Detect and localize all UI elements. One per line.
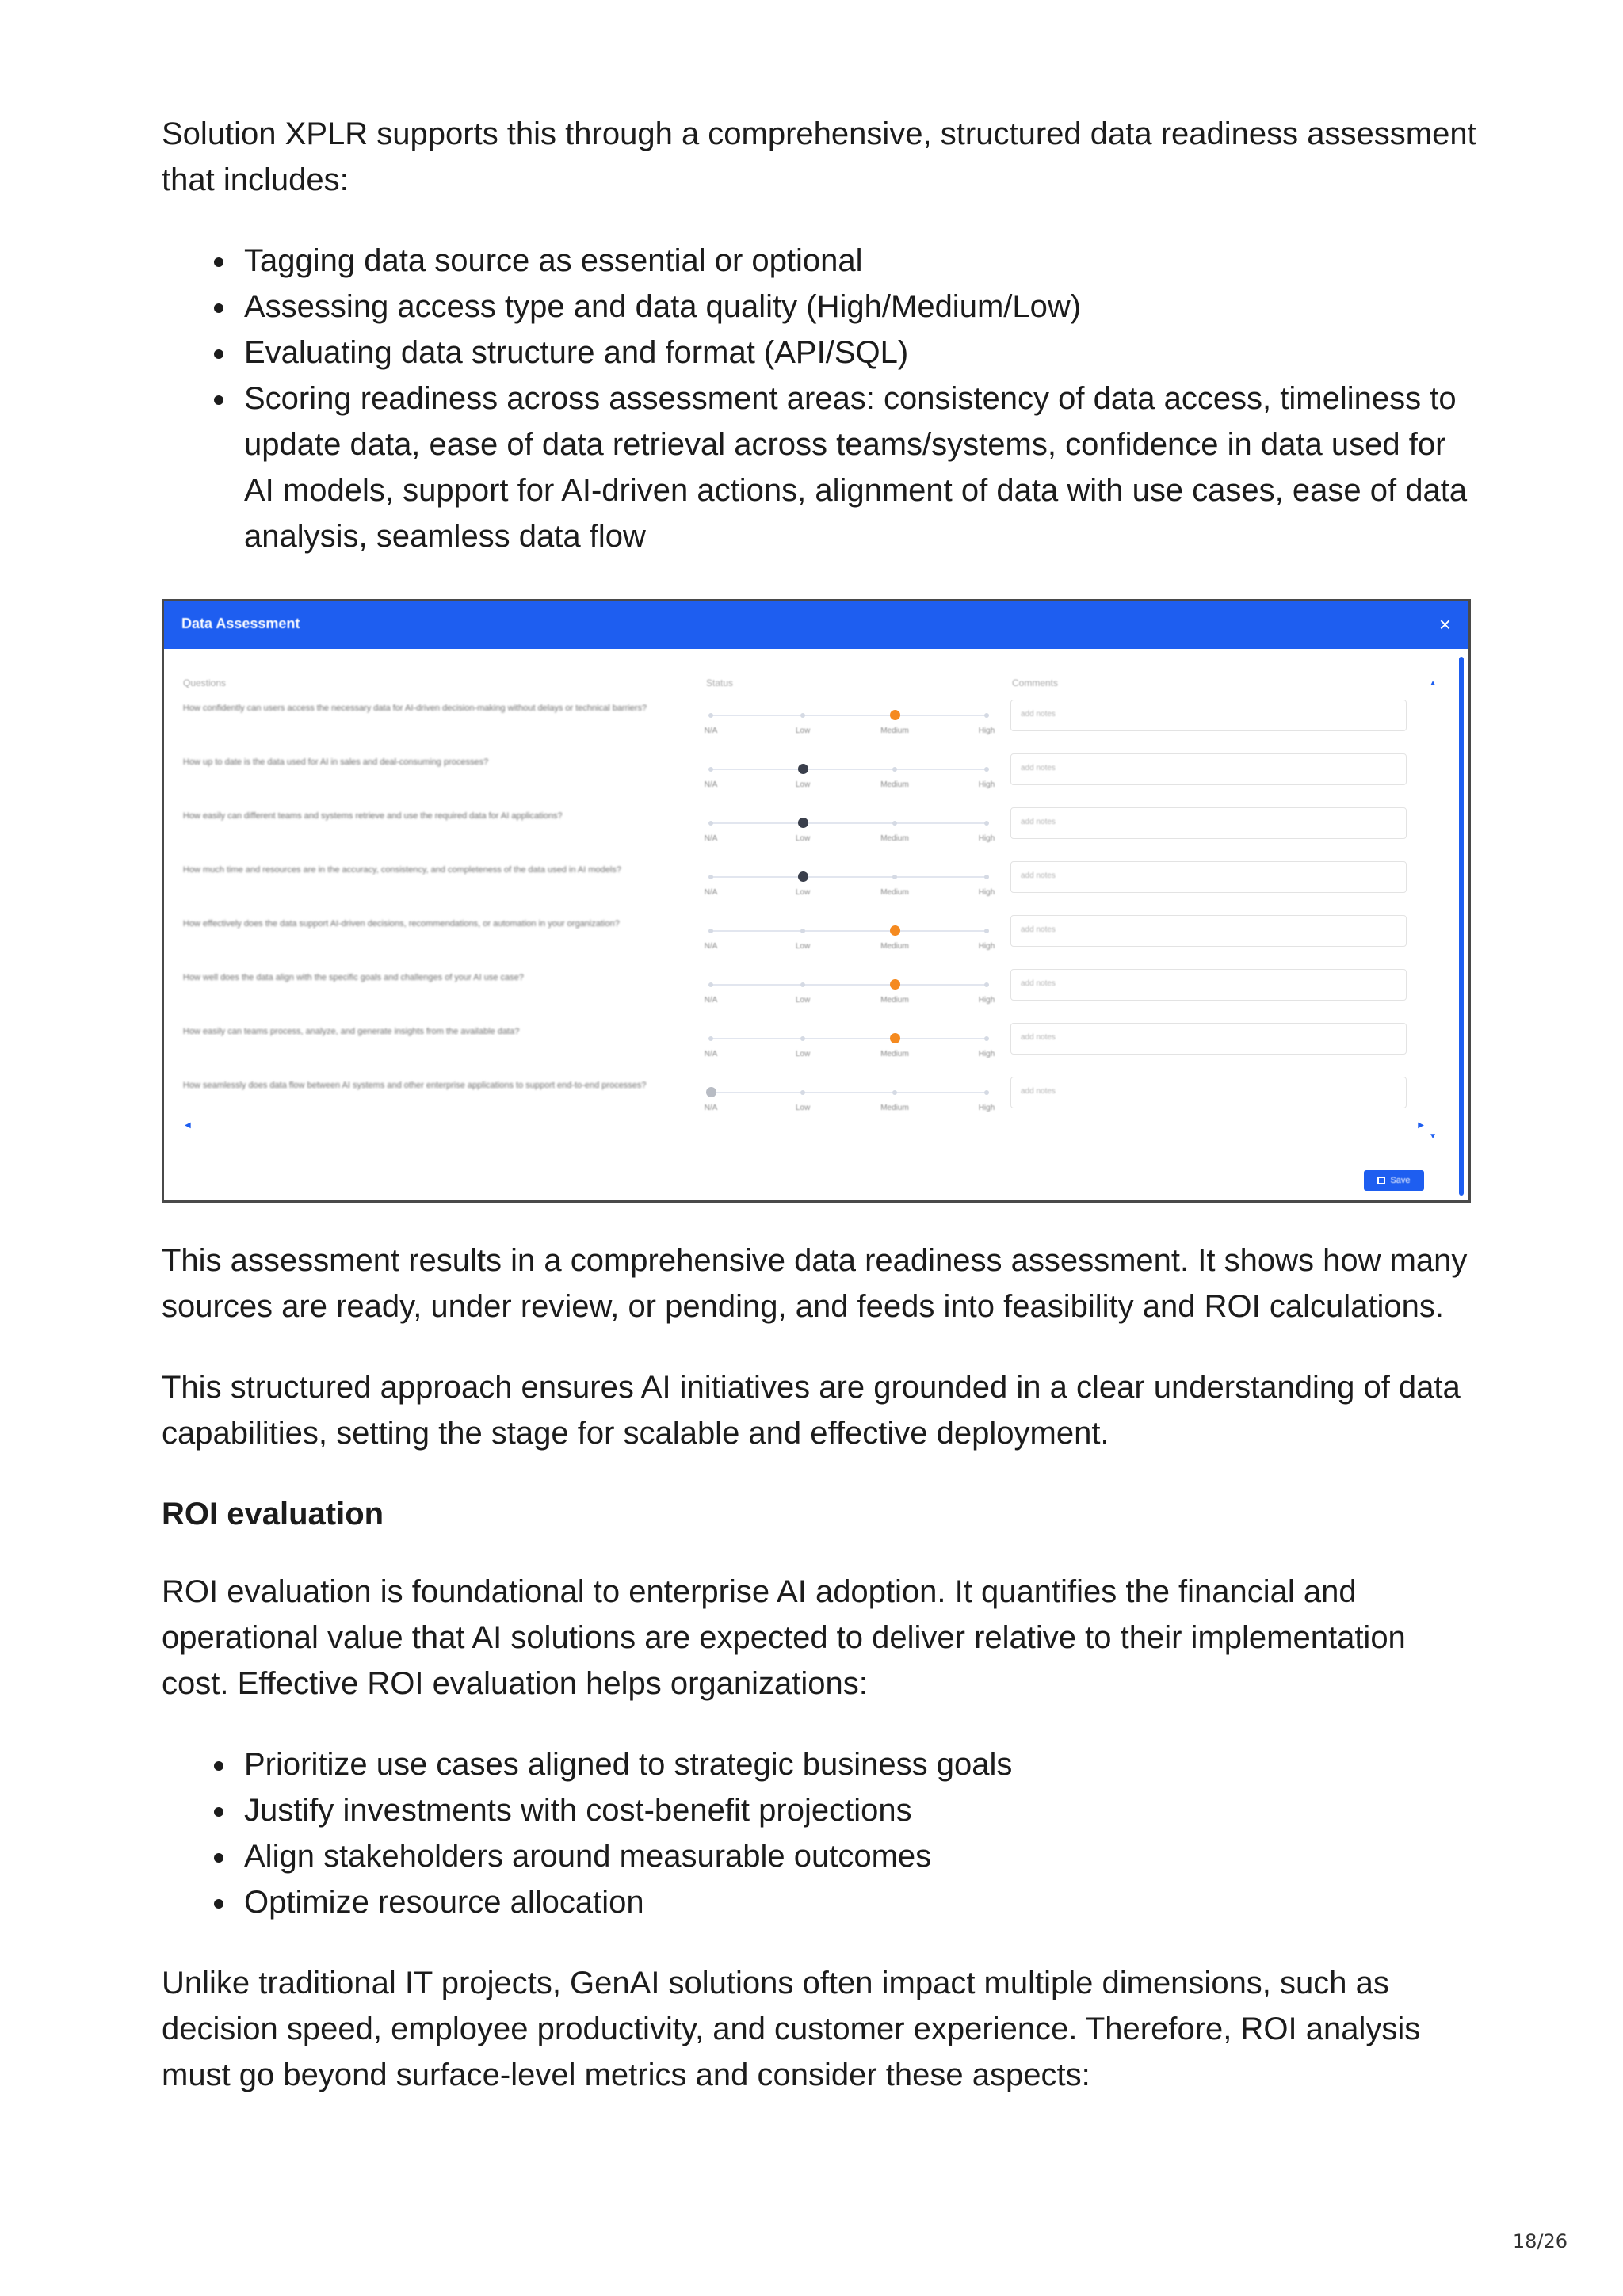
roi-heading: ROI evaluation	[162, 1497, 384, 1531]
comment-placeholder: add notes	[1021, 764, 1056, 772]
slider-level-label: Low	[795, 727, 811, 735]
close-icon[interactable]: ×	[1438, 612, 1451, 636]
slider-track	[711, 822, 987, 824]
slider-level-label: Medium	[880, 727, 909, 735]
save-button[interactable]	[1364, 1170, 1424, 1191]
slider-track	[711, 1092, 987, 1093]
save-disk-icon	[1377, 1177, 1385, 1184]
list-item: Tagging data source as essential or optional	[244, 238, 1477, 284]
slider-tick	[892, 767, 897, 772]
question-text: How much time and resources are in the accuracy, consistency, and completeness of the data used in AI models?	[183, 865, 621, 875]
slider-tick	[708, 875, 713, 879]
question-text: How easily can different teams and systems retrieve and use the required data for AI applications?	[183, 811, 563, 821]
readiness-slider[interactable]	[703, 763, 995, 795]
table-row	[164, 1023, 1432, 1077]
slider-level-label: Medium	[880, 1050, 909, 1058]
slider-level-label: N/A	[704, 888, 718, 897]
slider-level-label: Low	[795, 1104, 811, 1112]
slider-level-label: High	[978, 942, 995, 951]
comment-placeholder: add notes	[1021, 710, 1056, 719]
slider-tick	[800, 982, 805, 987]
slider-level-label: High	[978, 996, 995, 1005]
page-number: 18/26	[1512, 2230, 1568, 2252]
slider-knob[interactable]	[798, 764, 808, 774]
comment-input[interactable]	[1010, 915, 1407, 947]
table-row	[164, 700, 1432, 753]
comment-input[interactable]	[1010, 1077, 1407, 1108]
comment-input[interactable]	[1010, 807, 1407, 839]
slider-level-label: Low	[795, 1050, 811, 1058]
comment-input[interactable]	[1010, 700, 1407, 731]
assessment-feature-list	[162, 238, 1477, 559]
slider-level-label: High	[978, 1104, 995, 1112]
slider-tick	[800, 1036, 805, 1041]
roi-benefit-list	[162, 1741, 1477, 1925]
slider-level-label: Low	[795, 942, 811, 951]
column-header-status: Status	[706, 677, 734, 688]
slider-tick	[984, 929, 989, 933]
slider-level-label: High	[978, 727, 995, 735]
readiness-slider[interactable]	[703, 709, 995, 741]
comment-placeholder: add notes	[1021, 818, 1056, 826]
slider-tick	[984, 1090, 989, 1095]
slider-level-label: Medium	[880, 996, 909, 1005]
slider-tick	[708, 713, 713, 718]
slider-level-label: N/A	[704, 942, 718, 951]
slider-level-label: High	[978, 888, 995, 897]
slider-track	[711, 715, 987, 716]
slider-tick	[800, 929, 805, 933]
save-button-label: Save	[1390, 1176, 1411, 1185]
assessment-result-paragraph: This assessment results in a comprehensive data readiness assessment. It shows how many sources are ready, under review, or pending, and feeds into feasibility and ROI calculations.	[162, 1243, 1468, 1324]
comment-placeholder: add notes	[1021, 871, 1056, 880]
genai-paragraph: Unlike traditional IT projects, GenAI solutions often impact multiple dimensions, such as decision speed, employee productivity, and customer experience. Therefore, ROI analysis must go beyond surface-level metrics and consider these aspects:	[162, 1966, 1421, 2092]
comment-input[interactable]	[1010, 861, 1407, 893]
slider-level-label: Medium	[880, 1104, 909, 1112]
slider-tick	[800, 713, 805, 718]
slider-level-label: N/A	[704, 727, 718, 735]
slider-level-label: Medium	[880, 780, 909, 789]
slider-track	[711, 1038, 987, 1039]
slider-level-label: Medium	[880, 834, 909, 843]
question-text: How confidently can users access the necessary data for AI-driven decision-making without delays or technical barriers?	[183, 704, 647, 713]
slider-knob[interactable]	[890, 925, 900, 936]
table-row	[164, 915, 1432, 969]
comment-input[interactable]	[1010, 969, 1407, 1001]
slider-knob[interactable]	[890, 1033, 900, 1043]
slider-level-label: High	[978, 834, 995, 843]
question-text: How up to date is the data used for AI in sales and deal-consuming processes?	[183, 757, 489, 767]
readiness-slider[interactable]	[703, 1086, 995, 1118]
readiness-slider[interactable]	[703, 871, 995, 902]
slider-level-label: N/A	[704, 1050, 718, 1058]
structured-approach-paragraph: This structured approach ensures AI initiatives are grounded in a clear understanding of data capabilities, setting the stage for scalable and effective deployment.	[162, 1370, 1461, 1451]
slider-level-label: High	[978, 780, 995, 789]
readiness-slider[interactable]	[703, 1032, 995, 1064]
comment-input[interactable]	[1010, 1023, 1407, 1055]
comment-placeholder: add notes	[1021, 1087, 1056, 1096]
scroll-down-icon[interactable]: ▼	[1429, 1132, 1437, 1141]
comment-placeholder: add notes	[1021, 925, 1056, 934]
table-row	[164, 1077, 1432, 1131]
readiness-slider[interactable]	[703, 925, 995, 956]
slider-tick	[708, 821, 713, 826]
table-row	[164, 969, 1432, 1023]
slider-level-label: Low	[795, 834, 811, 843]
slider-knob[interactable]	[706, 1087, 716, 1097]
slider-knob[interactable]	[798, 818, 808, 828]
comment-placeholder: add notes	[1021, 1033, 1056, 1042]
slider-level-label: High	[978, 1050, 995, 1058]
slider-tick	[984, 875, 989, 879]
slider-tick	[984, 1036, 989, 1041]
dialog-title: Data Assessment	[181, 616, 300, 631]
list-item: Prioritize use cases aligned to strategic business goals	[244, 1741, 1477, 1787]
slider-tick	[800, 1090, 805, 1095]
question-text: How effectively does the data support AI-driven decisions, recommendations, or automation in your organization?	[183, 919, 620, 929]
scroll-right-icon[interactable]: ▶	[1418, 1121, 1424, 1130]
slider-tick	[708, 1036, 713, 1041]
slider-knob[interactable]	[798, 871, 808, 882]
slider-tick	[892, 1090, 897, 1095]
scroll-up-icon[interactable]: ▲	[1429, 679, 1437, 688]
slider-tick	[984, 982, 989, 987]
slider-tick	[984, 713, 989, 718]
question-text: How seamlessly does data flow between AI systems and other enterprise applications to support end-to-end processes?	[183, 1081, 647, 1090]
scrollbar[interactable]	[1459, 657, 1464, 1196]
slider-tick	[708, 929, 713, 933]
slider-tick	[984, 821, 989, 826]
slider-tick	[708, 767, 713, 772]
slider-track	[711, 876, 987, 878]
slider-level-label: Medium	[880, 888, 909, 897]
list-item: Assessing access type and data quality (High/Medium/Low)	[244, 284, 1477, 330]
slider-level-label: Low	[795, 780, 811, 789]
list-item: Optimize resource allocation	[244, 1879, 1477, 1925]
column-header-questions: Questions	[183, 677, 227, 688]
slider-level-label: Medium	[880, 942, 909, 951]
slider-level-label: Low	[795, 996, 811, 1005]
comment-input[interactable]	[1010, 753, 1407, 785]
question-text: How easily can teams process, analyze, and generate insights from the available data?	[183, 1027, 520, 1036]
table-row	[164, 807, 1432, 861]
list-item: Align stakeholders around measurable outcomes	[244, 1833, 1477, 1879]
scroll-left-icon[interactable]: ◀	[185, 1121, 191, 1130]
slider-track	[711, 930, 987, 932]
slider-track	[711, 984, 987, 986]
comment-placeholder: add notes	[1021, 979, 1056, 988]
list-item: Scoring readiness across assessment areas: consistency of data access, timeliness to update data, ease of data retrieval across teams/systems, confidence in data used for AI models, support for AI-driven actions, alignment of data with use cases, ease of data analysis, seamless data flow	[244, 376, 1477, 559]
document-body	[162, 111, 1477, 2098]
slider-knob[interactable]	[890, 979, 900, 990]
intro-paragraph: Solution XPLR supports this through a comprehensive, structured data readiness assessment that includes:	[162, 116, 1476, 197]
question-text: How well does the data align with the specific goals and challenges of your AI use case?	[183, 973, 524, 982]
table-row	[164, 861, 1432, 915]
slider-tick	[892, 875, 897, 879]
slider-tick	[984, 767, 989, 772]
slider-tick	[892, 821, 897, 826]
list-item: Evaluating data structure and format (API/SQL)	[244, 330, 1477, 376]
data-assessment-screenshot	[162, 599, 1471, 1203]
slider-track	[711, 769, 987, 770]
slider-knob[interactable]	[890, 710, 900, 720]
slider-tick	[708, 982, 713, 987]
readiness-slider[interactable]	[703, 817, 995, 849]
roi-paragraph: ROI evaluation is foundational to enterprise AI adoption. It quantifies the financial and operational value that AI solutions are expected to deliver relative to their implementation cost. Effective ROI evaluation helps organizations:	[162, 1574, 1406, 1701]
slider-level-label: N/A	[704, 780, 718, 789]
slider-level-label: Low	[795, 888, 811, 897]
slider-level-label: N/A	[704, 834, 718, 843]
column-header-comments: Comments	[1012, 677, 1059, 688]
dialog-header	[164, 601, 1468, 649]
readiness-slider[interactable]	[703, 978, 995, 1010]
list-item: Justify investments with cost-benefit projections	[244, 1787, 1477, 1833]
table-row	[164, 753, 1432, 807]
slider-level-label: N/A	[704, 996, 718, 1005]
slider-level-label: N/A	[704, 1104, 718, 1112]
